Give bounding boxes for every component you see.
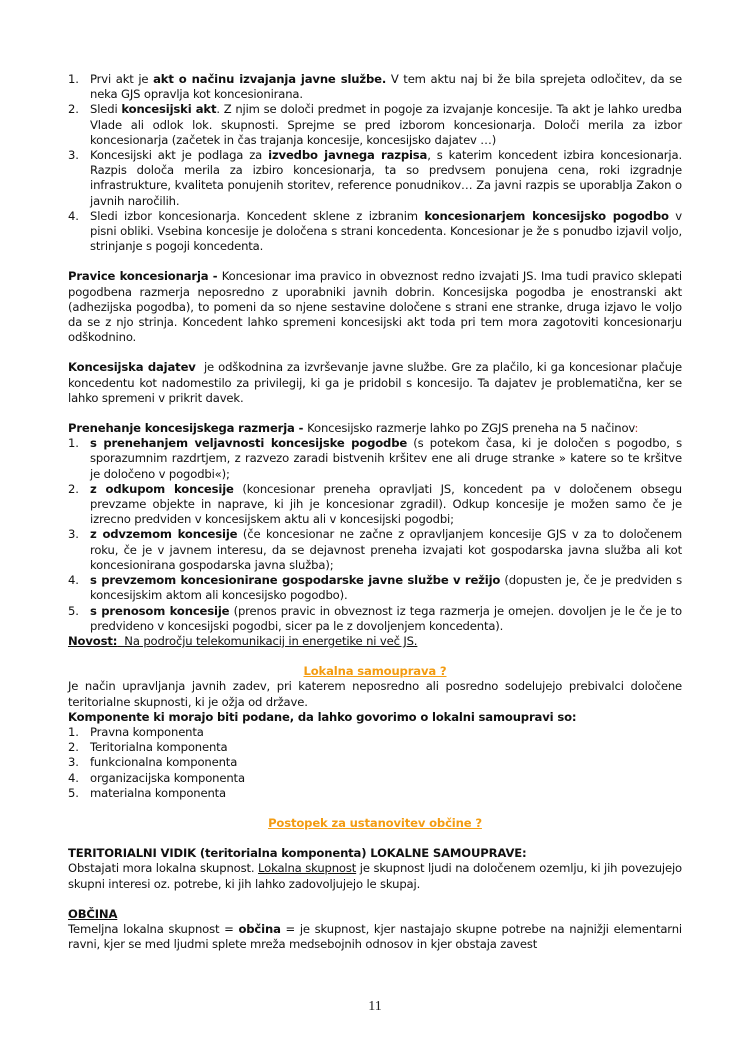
list-item: 5. s prenosom koncesije (prenos pravic in obveznost iz tega razmerja je omejen. dovoljen je le če je to predvideno v koncesijski pogodbi, sicer pa le z dovoljenjem koncedenta). bbox=[68, 603, 682, 633]
pravice-paragraph: Pravice koncesionarja - Koncesionar ima pravico in obveznost redno izvajati JS. Ima tudi pravico sklepati pogodbena razmerja neposredno z uporabniki javnih dobrin. Koncesijska pogodba je enostranski akt (adhezijska pogodba), to pomeni da so njene sestavine določene s strani ene stranke, druga izjavo le voljo da se z njo strinja. Koncedent lahko spremeni koncesijski akt toda pri tem mora zagotoviti koncesionarju odškodnino. bbox=[68, 269, 682, 345]
list-item: 3. funkcionalna komponenta bbox=[68, 755, 238, 770]
obcina-heading: OBČINA bbox=[68, 906, 118, 921]
koncesija-steps-list bbox=[68, 72, 682, 254]
postopek-heading: Postopek za ustanovitev občine ? bbox=[268, 815, 482, 830]
list-item: 1. Pravna komponenta bbox=[68, 724, 204, 739]
lokalna-definition: Je način upravljanja javnih zadev, pri katerem neposredno ali posredno sodelujejo prebivalci določene teritorialne skupnosti, ki je ožja od države. bbox=[68, 679, 682, 709]
list-item: 2. Teritorialna komponenta bbox=[68, 740, 228, 755]
list-item: 4. organizacijska komponenta bbox=[68, 770, 245, 785]
list-item: 5. materialna komponenta bbox=[68, 785, 226, 800]
list-item: 1. s prenehanjem veljavnosti koncesijske pogodbe (s potekom časa, ki je določen s pogodbo, s sporazumnim razdrtjem, z razvezo zaradi bistvenih kršitev ene ali druge stranke » katere so te kršitve je določeno v pogodbi«); bbox=[68, 436, 683, 481]
list-item: 4. s prevzemom koncesionirane gospodarske javne službe v režijo (dopusten je, če je predviden s koncesijskim aktom ali koncesijsko pogodbo). bbox=[68, 573, 682, 603]
dajatev-paragraph: Koncesijska dajatev je odškodnina za izvrševanje javne službe. Gre za plačilo, ki ga koncesionar plačuje koncedentu kot nadomestilo za privilegij, ki ga je pridobil s koncesijo. Ta dajatev je problematična, ker se lahko spremeni v prikrit davek. bbox=[68, 360, 686, 405]
list-item: 4. Sledi izbor koncesionarja. Koncedent sklene z izbranim koncesionarjem koncesijsko pogodbo v pisni obliki. Vsebina koncesije je določena s strani koncedenta. Koncesionar je že s ponudbo izjavil voljo, strinjanje s pogoji koncedenta. bbox=[68, 208, 682, 254]
prenehanje-list bbox=[68, 436, 682, 634]
list-item: 2. z odkupom koncesije (koncesionar preneha opravljati JS, koncedent pa v določenem obsegu prevzame objekte in naprave, ki jih je koncesionar zgradil). Odkup koncesije je možen samo če je izrecno predviden v koncesijskem aktu ali v koncesijski pogodbi; bbox=[68, 481, 682, 527]
novost-note: Novost: Na področju telekomunikacij in energetike ni več JS. bbox=[68, 633, 418, 648]
komponente-heading: Komponente ki morajo biti podane, da lahko govorimo o lokalni samoupravi so: bbox=[68, 709, 577, 724]
komponente-list bbox=[68, 725, 682, 801]
prenehanje-paragraph: Prenehanje koncesijskega razmerja - Koncesijsko razmerje lahko po ZGJS preneha na 5 načinov: bbox=[68, 421, 639, 436]
list-item: 3. z odvzemom koncesije (če koncesionar ne začne z opravljanjem koncesije GJS v za to določenem roku, če je v javnem interesu, da se dejavnost preneha izvajati kot gospodarska javna služba ali kot koncesionirana gospodarska javna služba); bbox=[68, 527, 682, 572]
list-item: 1. Prvi akt je akt o načinu izvajanja javne službe. V tem aktu naj bi že bila sprejeta odločitev, da se neka GJS opravlja kot koncesionirana. bbox=[68, 72, 682, 102]
document-page bbox=[68, 72, 686, 952]
list-item: 2. Sledi koncesijski akt. Z njim se določi predmet in pogoje za izvajanje koncesije. Ta akt je lahko uredba Vlade ali odlok lok. skupnosti. Sprejme se pred izborom koncesionarja. Določi merila za izbor koncesionarja (začetek in čas trajanja koncesije, koncesijsko dajatev …) bbox=[68, 102, 682, 147]
lokalna-skupnost-paragraph: Obstajati mora lokalna skupnost. Lokalna skupnost je skupnost ljudi na določenem ozemlju, ki jih povezujejo skupni interesi oz. potrebe, ki jih lahko zadovoljujejo le skupaj. bbox=[68, 861, 682, 891]
obcina-paragraph: Temeljna lokalna skupnost = občina = je skupnost, kjer nastajajo skupne potrebe na najnižji elementarni ravni, kjer se med ljudmi splete mreža medsebojnih odnosov in kjer obstaja zavest bbox=[68, 921, 682, 952]
teritorialni-vidik-heading: TERITORIALNI VIDIK (teritorialna komponenta) LOKALNE SAMOUPRAVE: bbox=[68, 846, 527, 861]
list-item: 3. Koncesijski akt je podlaga za izvedbo javnega razpisa, s katerim koncedent izbira koncesionarja. Razpis določa merila za izbiro koncesionarja, ta so predvsem ponujena cena, roki izgradnje infrastrukture, kvaliteta ponujenih storitev, reference ponudnikov… Za javni razpis se uporablja Zakon o javnih naročilih. bbox=[68, 148, 682, 208]
page-number: 11 bbox=[368, 999, 382, 1014]
lokalna-samouprava-heading: Lokalna samouprava ? bbox=[303, 664, 447, 679]
